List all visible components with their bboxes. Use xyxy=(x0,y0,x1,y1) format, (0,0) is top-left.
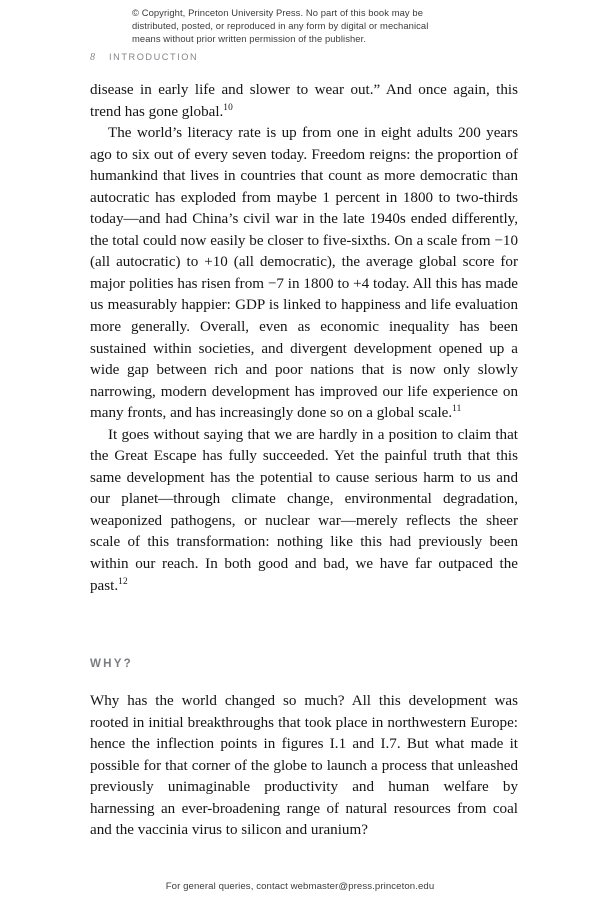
paragraph-great-escape xyxy=(90,425,518,597)
paragraph-1-text: disease in early life and slower to wear out.” And once again, this trend has gone global. xyxy=(90,82,518,120)
running-head xyxy=(90,52,198,63)
body-text-column xyxy=(90,80,518,842)
footnote-marker-12: 12 xyxy=(118,576,128,587)
footnote-marker-10: 10 xyxy=(223,102,234,113)
page-footer xyxy=(0,881,600,892)
footnote-marker-11: 11 xyxy=(452,404,462,415)
copyright-notice xyxy=(132,6,472,46)
paragraph-2-text: The world’s literacy rate is up from one in eight adults 200 years ago to six out of every seven today. Freedom reigns: the proportion of humankind that lives in countries that count as more democratic than autocratic has exploded from maybe 1 percent in 1800 to two-thirds today—and had China’s civil war in the late 1940s ended differently, the total could now easily be closer to five-sixths. On a scale from −10 (all autocratic) to +10 (all democratic), the average global score for major polities has risen from −7 in 1800 to +4 today. All this has made us measurably happier: GDP is linked to happiness and life evaluation more generally. Overall, even as economic inequality has been sustained within societies, and divergent development opened up a wide gap between rich and poor nations that is now only slowly narrowing, modern development has improved our life experience on many fronts, and has increasingly done so on a global scale. xyxy=(90,125,518,422)
section-spacer-above xyxy=(90,597,518,657)
paragraph-why-opening: Why has the world changed so much? All this development was rooted in initial breakthroughs that took place in northwestern Europe: hence the inflection points in figures I.1 and I.7. But what made it possible for that corner of the globe to launch a process that unleashed previously unimaginable productivity and human welfare by harnessing an ever-broadening range of natural resources from coal and the vaccinia virus to silicon and uranium? xyxy=(90,693,518,839)
page-number: 8 xyxy=(90,52,95,63)
footer-query-text: For general queries, contact webmaster@press.princeton.edu xyxy=(165,881,435,892)
copyright-line-2: distributed, posted, or reproduced in any form by digital or mechanical xyxy=(132,20,429,32)
section-heading-why: WHY? xyxy=(90,657,133,671)
running-head-title: INTRODUCTION xyxy=(109,52,199,62)
paragraph-3-text: It goes without saying that we are hardly in a position to claim that the Great Escape has fully succeeded. Yet the painful truth that this same development has the potential to cause serious harm to us and our planet—through climate change, environmental degradation, weaponized pathogens, or nuclear war—merely reflects the sheer scale of this transformation: nothing like this had previously been within our reach. In both good and bad, we have far outpaced the past. xyxy=(90,426,518,594)
section-spacer-below xyxy=(90,670,518,691)
copyright-line-3: means without prior written permission of the publisher. xyxy=(132,33,367,45)
paragraph-continuation xyxy=(90,80,518,123)
copyright-line-1: © Copyright, Princeton University Press. No part of this book may be xyxy=(132,7,424,18)
paragraph-literacy-freedom xyxy=(90,123,518,425)
